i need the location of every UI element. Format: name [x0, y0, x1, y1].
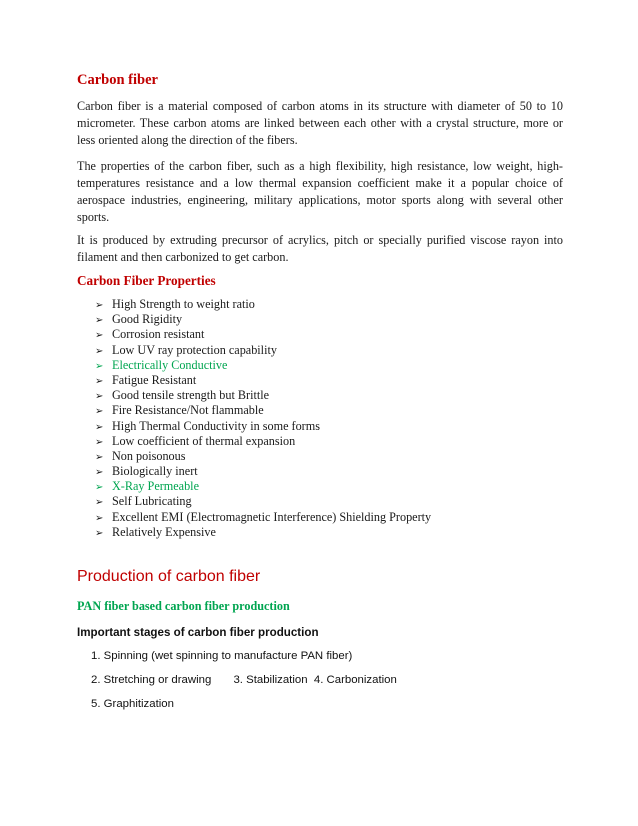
list-item	[95, 419, 431, 434]
arrow-bullet-icon: ➢	[95, 512, 104, 524]
list-item-label: Good tensile strength but Brittle	[112, 388, 270, 403]
arrow-bullet-icon: ➢	[95, 527, 104, 539]
arrow-bullet-icon: ➢	[95, 330, 104, 342]
list-item-label: Biologically inert	[112, 464, 198, 479]
arrow-bullet-icon: ➢	[95, 391, 104, 403]
arrow-bullet-icon: ➢	[95, 497, 104, 509]
arrow-bullet-icon: ➢	[95, 421, 104, 433]
list-item-label: High Thermal Conductivity in some forms	[112, 418, 320, 433]
arrow-bullet-icon: ➢	[95, 467, 104, 479]
properties-list	[95, 297, 431, 540]
list-item	[95, 510, 431, 525]
arrow-bullet-icon: ➢	[95, 345, 104, 357]
stage-line-1: 1. Spinning (wet spinning to manufacture PAN fiber)	[91, 650, 353, 662]
list-item-label: Low coefficient of thermal expansion	[112, 433, 296, 448]
arrow-bullet-icon: ➢	[95, 315, 104, 327]
list-item	[95, 297, 431, 312]
list-item-label: Self Lubricating	[112, 494, 192, 509]
list-item	[95, 449, 431, 464]
arrow-bullet-icon: ➢	[95, 451, 104, 463]
arrow-bullet-icon: ➢	[95, 375, 104, 387]
stage-line-3: 5. Graphitization	[91, 698, 174, 710]
list-item	[95, 388, 431, 403]
stage-line-2: 2. Stretching or drawing 3. Stabilization 4. Carbonization	[91, 674, 397, 686]
list-item-label: High Strength to weight ratio	[112, 297, 255, 311]
arrow-bullet-icon: ➢	[95, 482, 104, 494]
pan-production-subtitle: PAN fiber based carbon fiber production	[77, 599, 290, 613]
list-item-label: Non poisonous	[112, 448, 186, 463]
arrow-bullet-icon: ➢	[95, 360, 104, 372]
section-title: Carbon fiber	[77, 72, 158, 88]
list-item-label: Fire Resistance/Not flammable	[112, 403, 264, 418]
arrow-bullet-icon: ➢	[95, 300, 104, 311]
production-title: Production of carbon fiber	[77, 568, 261, 585]
list-item-label: Good Rigidity	[112, 312, 183, 327]
paragraph-properties-summary: The properties of the carbon fiber, such as a high flexibility, high resistance, low weight, high-temperatures resistance and a low thermal expansion coefficient make it a popular choice of aerospace industries, engineering, military applications, motor sports along with several other sports.	[77, 159, 563, 224]
list-item-label: Low UV ray protection capability	[112, 342, 277, 357]
list-item	[95, 327, 431, 342]
list-item-label: Corrosion resistant	[112, 327, 205, 342]
list-item	[95, 312, 431, 327]
list-item	[95, 403, 431, 418]
properties-title: Carbon Fiber Properties	[77, 273, 216, 288]
list-item-highlighted	[95, 479, 431, 494]
list-item-label: Fatigue Resistant	[112, 372, 197, 387]
list-item	[95, 494, 431, 509]
list-item	[95, 343, 431, 358]
list-item	[95, 464, 431, 479]
list-item-label: Electrically Conductive	[112, 357, 228, 372]
list-item	[95, 525, 431, 540]
list-item-highlighted	[95, 358, 431, 373]
list-item	[95, 434, 431, 449]
paragraph-production-summary: It is produced by extruding precursor of acrylics, pitch or specially purified viscose rayon into filament and then carbonized to get carbon.	[77, 233, 563, 264]
arrow-bullet-icon: ➢	[95, 406, 104, 418]
paragraph-intro: Carbon fiber is a material composed of carbon atoms in its structure with diameter of 50 to 10 micrometer. These carbon atoms are linked between each other with a crystal structure, more or less oriented along the direction of the fibers.	[77, 99, 563, 147]
list-item-label: Excellent EMI (Electromagnetic Interference) Shielding Property	[112, 509, 432, 524]
stages-title: Important stages of carbon fiber production	[77, 626, 319, 639]
list-item	[95, 373, 431, 388]
list-item-label: X-Ray Permeable	[112, 479, 199, 494]
list-item-label: Relatively Expensive	[112, 524, 216, 539]
arrow-bullet-icon: ➢	[95, 436, 104, 448]
